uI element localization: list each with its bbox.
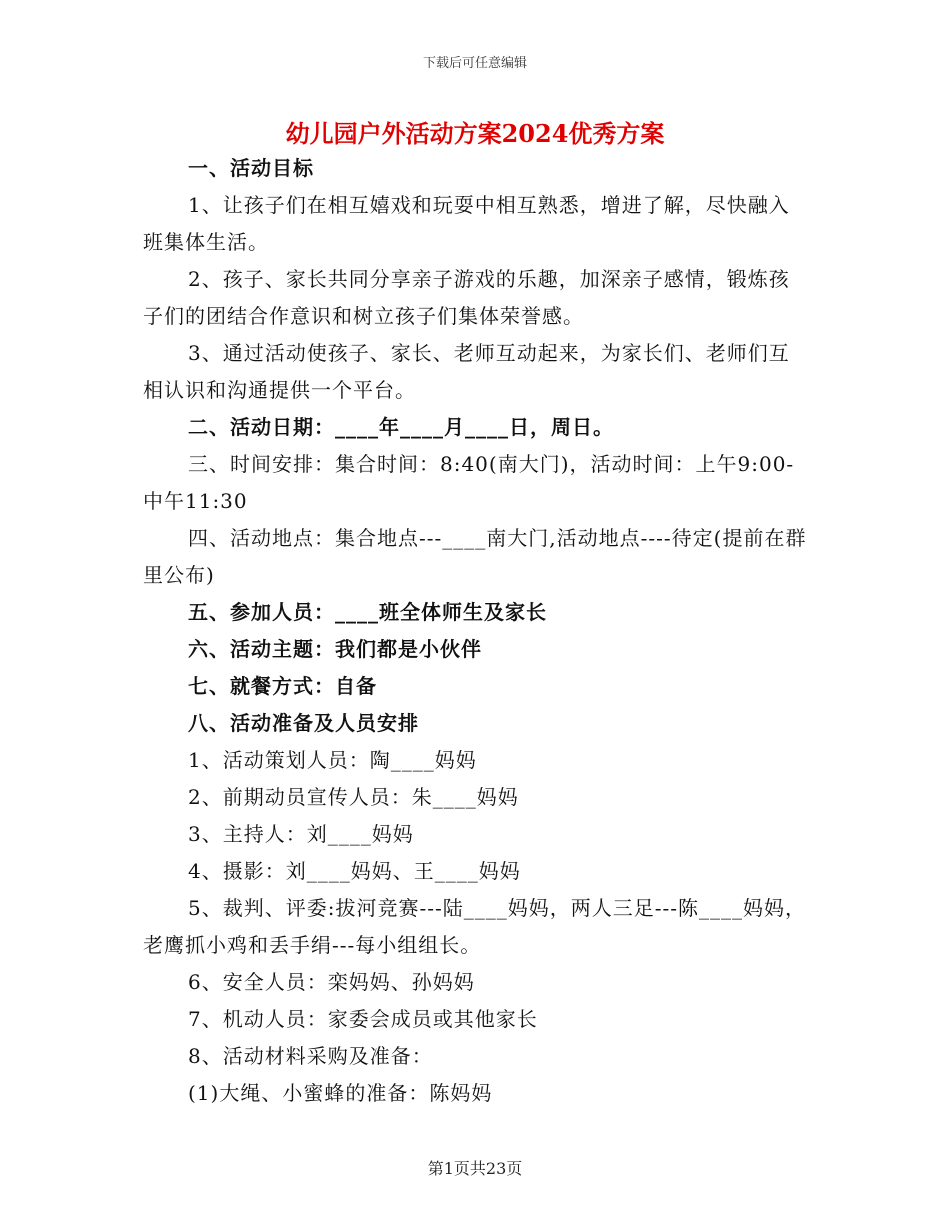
- section-heading-meals: 七、就餐方式：自备: [188, 674, 377, 698]
- section-heading-date: 二、活动日期：____年____月____日，周日。: [188, 415, 614, 439]
- list-item-materials: 8、活动材料采购及准备：: [188, 1044, 433, 1068]
- section-heading-theme: 六、活动主题：我们都是小伙伴: [188, 637, 482, 661]
- section-heading-goals: 一、活动目标: [188, 156, 314, 180]
- paragraph-goal-3: 3、通过活动使孩子、家长、老师互动起来，为家长们、老师们互相认识和沟通提供一个平台。: [143, 341, 790, 402]
- page-footer: 第1页共23页: [427, 1159, 523, 1178]
- paragraph-location: 四、活动地点：集合地点---____南大门,活动地点----待定(提前在群里公布): [143, 526, 807, 587]
- page-header: 下载后可任意编辑: [422, 56, 527, 71]
- list-item-judges: 5、裁判、评委:拔河竞赛---陆____妈妈，两人三足---陈____妈妈，老鹰抓小鸡和丢手绢---每小组组长。: [143, 896, 807, 957]
- document-title: 幼儿园户外活动方案2024优秀方案: [285, 119, 665, 148]
- document-body: [143, 150, 808, 1112]
- list-item-promoter: 2、前期动员宣传人员：朱____妈妈: [188, 785, 519, 809]
- list-item-planner: 1、活动策划人员：陶____妈妈: [188, 748, 477, 772]
- section-heading-participants: 五、参加人员：____班全体师生及家长: [188, 600, 547, 624]
- list-item-materials-rope: (1)大绳、小蜜蜂的准备：陈妈妈: [188, 1081, 493, 1105]
- list-item-photographer: 4、摄影：刘____妈妈、王____妈妈: [188, 859, 521, 883]
- section-heading-preparation: 八、活动准备及人员安排: [188, 711, 419, 735]
- paragraph-goal-1: 1、让孩子们在相互嬉戏和玩耍中相互熟悉，增进了解，尽快融入班集体生活。: [143, 193, 790, 254]
- paragraph-schedule: 三、时间安排：集合时间：8:40(南大门)，活动时间：上午9:00-中午11:30: [143, 452, 795, 513]
- list-item-standby: 7、机动人员：家委会成员或其他家长: [188, 1007, 538, 1031]
- list-item-host: 3、主持人：刘____妈妈: [188, 822, 414, 846]
- list-item-safety: 6、安全人员：栾妈妈、孙妈妈: [188, 970, 475, 994]
- paragraph-goal-2: 2、孩子、家长共同分享亲子游戏的乐趣，加深亲子感情，锻炼孩子们的团结合作意识和树立孩子们集体荣誉感。: [143, 267, 790, 328]
